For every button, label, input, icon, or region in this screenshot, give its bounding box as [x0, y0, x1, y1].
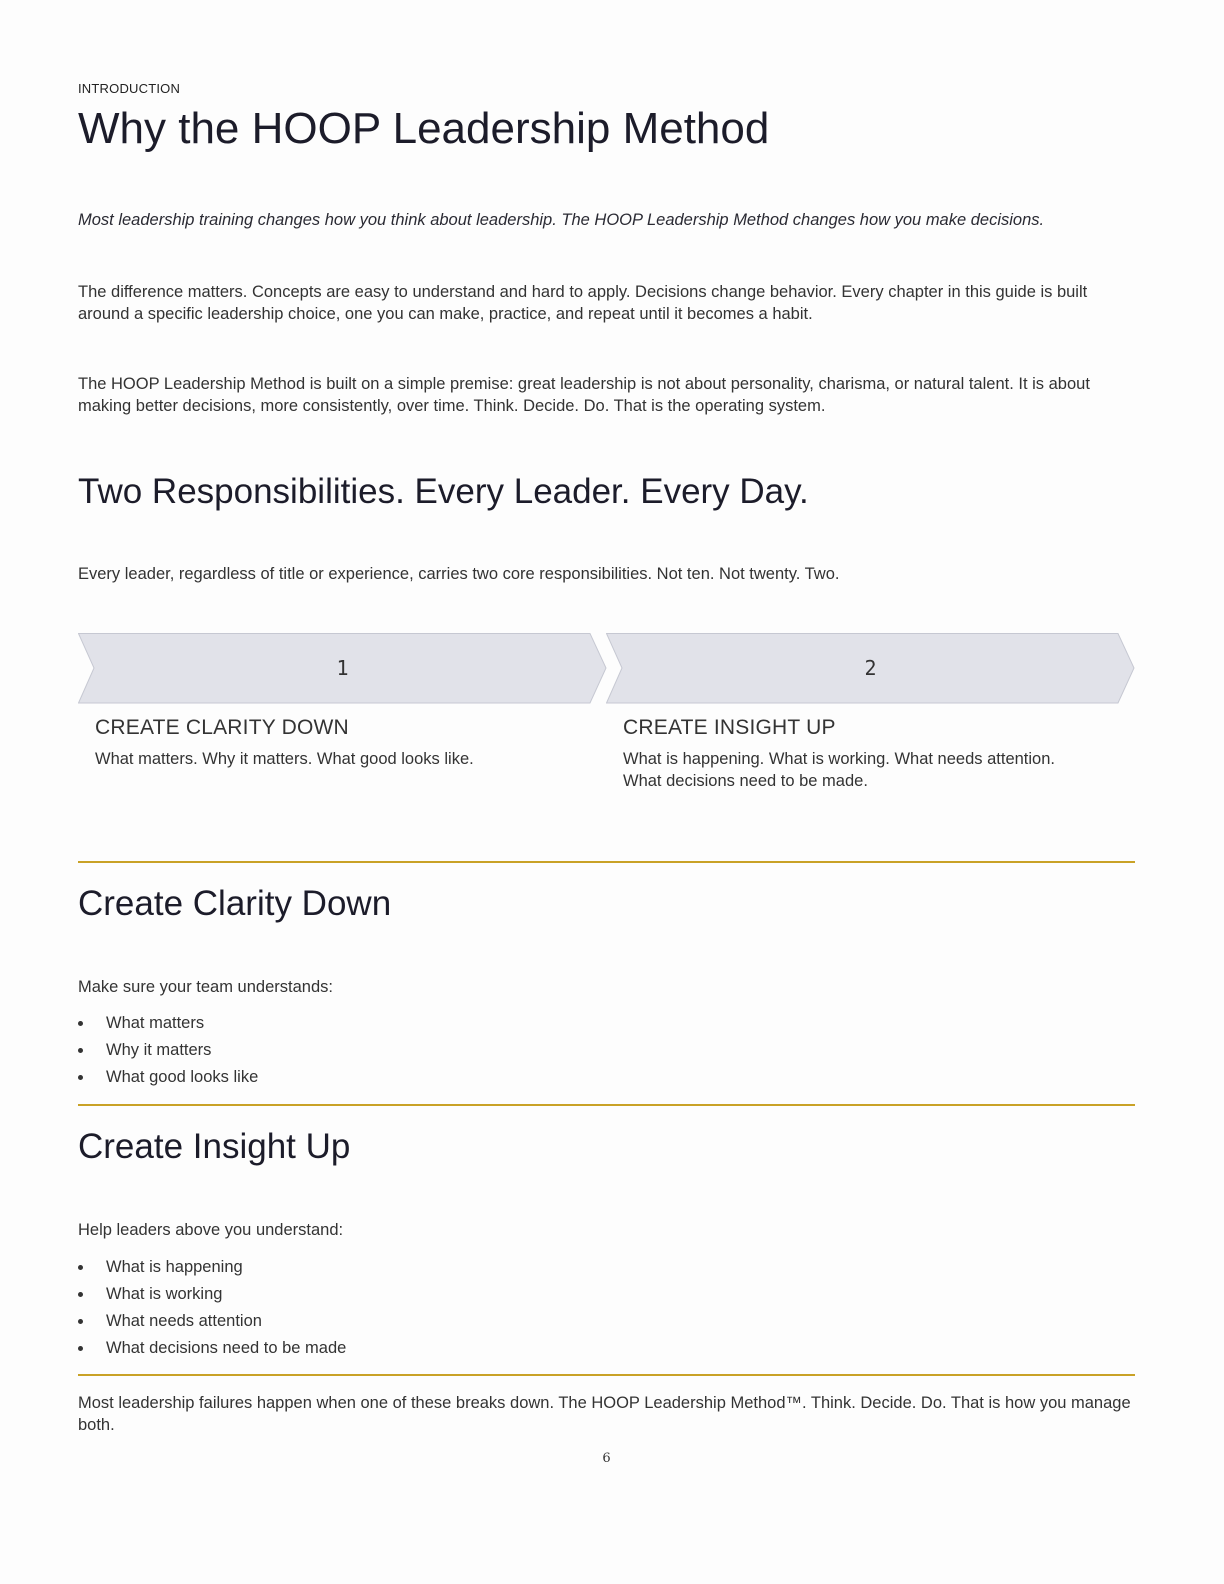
closing-paragraph: Most leadership failures happen when one of these breaks down. The HOOP Leadership Method™. Think. Decide. Do. That is how you manage both. [78, 1394, 1131, 1434]
list-item: What is happening [78, 1256, 346, 1283]
insight-intro: Help leaders above you understand: [78, 1221, 344, 1239]
clarity-heading: Create Clarity Down [78, 884, 392, 923]
section-eyebrow: INTRODUCTION [78, 81, 181, 96]
insight-heading: Create Insight Up [78, 1127, 351, 1166]
divider [78, 1104, 1135, 1106]
responsibility-title-2: CREATE INSIGHT UP [623, 716, 836, 739]
responsibility-title-1: CREATE CLARITY DOWN [95, 716, 349, 739]
step-number: 1 [336, 656, 349, 680]
list-item: What needs attention [78, 1310, 346, 1337]
responsibility-body-1: What matters. Why it matters. What good looks like. [95, 750, 474, 768]
list-item: What decisions need to be made [78, 1337, 346, 1364]
clarity-intro: Make sure your team understands: [78, 978, 333, 996]
divider [78, 1374, 1135, 1376]
responsibilities-heading: Two Responsibilities. Every Leader. Every Day. [78, 472, 809, 511]
page-number: 6 [602, 1451, 611, 1466]
paragraph-premise: The HOOP Leadership Method is built on a simple premise: great leadership is not about personality, charisma, or natural talent. It is about making better decisions, more consistently, over time. Think. Decide. Do. That is the operating system. [78, 375, 1090, 415]
list-item: What is working [78, 1283, 346, 1310]
responsibility-body-2: What is happening. What is working. What needs attention. What decisions need to be made. [623, 750, 1055, 790]
list-item: What good looks like [78, 1066, 258, 1093]
insight-list [78, 1256, 346, 1364]
chevron-step-2 [606, 633, 1135, 703]
list-item: Why it matters [78, 1039, 258, 1066]
responsibility-chevrons [78, 633, 1135, 705]
step-number: 2 [864, 656, 877, 680]
clarity-list [78, 1012, 258, 1093]
page-title: Why the HOOP Leadership Method [78, 104, 770, 153]
chevron-step-1 [78, 633, 607, 703]
responsibilities-intro: Every leader, regardless of title or experience, carries two core responsibilities. Not ten. Not twenty. Two. [78, 565, 840, 583]
divider [78, 861, 1135, 863]
list-item: What matters [78, 1012, 258, 1039]
lead-quote: Most leadership training changes how you think about leadership. The HOOP Leadership Method changes how you make decisions. [78, 211, 1045, 229]
paragraph-difference: The difference matters. Concepts are easy to understand and hard to apply. Decisions change behavior. Every chapter in this guide is built around a specific leadership choice, one you can make, practice, and repeat until it becomes a habit. [78, 283, 1088, 323]
